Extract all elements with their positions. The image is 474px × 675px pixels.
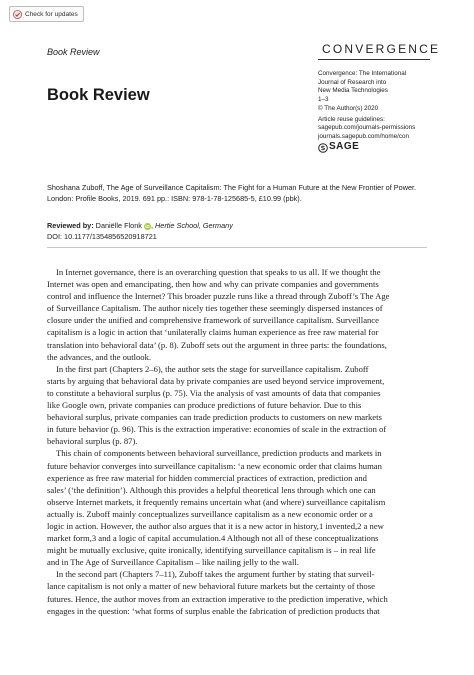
- meta-line: Journal of Research into: [318, 78, 387, 86]
- journal-logo: CONVERGENCE: [322, 42, 441, 56]
- body-line: translation into behavioral data’ (p. 8). Zuboff sets out the argument in three parts: the foundations,: [47, 339, 387, 350]
- body-line: in future behavior (p. 96). This is the extraction imperative: economies of scale in the extraction of: [47, 424, 387, 435]
- doi-link[interactable]: DOI: 10.1177/1354856520918721: [47, 232, 157, 241]
- meta-line: © The Author(s) 2020: [318, 104, 379, 112]
- body-line: observe Internet markets, it frequently remains uncertain what (and where) surveillance capitalism: [47, 496, 386, 507]
- body-line: Internet was open and emancipating, then how and why can private companies and governments: [47, 279, 379, 290]
- body-line: actually is. Zuboff mainly conceptualizes surveillance capitalism as a new economic order or a: [47, 508, 373, 519]
- body-line: of Surveillance Capitalism. The author nicely ties together these seemingly dispersed instances of: [47, 303, 383, 314]
- body-line: closure under the unified and comprehensive framework of surveillance capitalism. Surveillance: [47, 315, 379, 326]
- reviewer-name: Daniëlle Flonk: [95, 221, 142, 230]
- meta-line: Convergence: The International: [318, 70, 407, 77]
- permissions-link[interactable]: sagepub.com/journals-permissions: [318, 124, 416, 132]
- meta-line: 1–3: [318, 96, 329, 104]
- check-for-updates-badge[interactable]: [9, 6, 84, 22]
- publisher-name: SAGE: [329, 141, 360, 153]
- section-label: Book Review: [47, 47, 100, 57]
- body-line: This chain of components between behavioral surveillance, prediction products and markets in: [56, 448, 382, 459]
- body-line: capitalism is a logic in action that ‘unilaterally claims human experience as free raw material for: [47, 327, 379, 338]
- body-line: engages in the question: ‘what forms of surplus enable the fabrication of prediction products that: [47, 605, 380, 616]
- body-line: like Google own, private companies can produce predictions of future behavior. Due to this: [47, 400, 362, 411]
- body-line: behavioral surplus, private companies can trade prediction products to customers on new markets: [47, 412, 382, 423]
- journal-metadata: [318, 70, 438, 153]
- body-line: logic in action. However, the author also argues that it is a new actor in history,1 invented,2 a new: [47, 520, 384, 531]
- journal-home-link[interactable]: journals.sagepub.com/home/con: [318, 132, 410, 140]
- article-body: [47, 266, 431, 617]
- body-line: behavioral surplus (p. 87).: [47, 436, 138, 447]
- header-divider: [47, 247, 427, 248]
- body-line: market form,3 and a logic of capital accumulation.4 Although not all of these conceptualizations: [47, 533, 379, 544]
- meta-line: Article reuse guidelines:: [318, 115, 385, 123]
- body-line: and in The Age of Surveillance Capitalism – like nailing jelly to the wall.: [47, 557, 299, 568]
- citation-line: London: Profile Books, 2019. 691 pp.: ISBN: 978-1-78-125685-5, £10.99 (pbk).: [47, 194, 302, 203]
- body-line: In the second part (Chapters 7–11), Zuboff takes the argument further by stating that surveil-: [56, 569, 375, 580]
- publisher-logo: [318, 143, 438, 153]
- reviewer-affiliation: Hertie School, Germany: [155, 221, 233, 230]
- badge-label: Check for updates: [25, 10, 78, 18]
- book-citation: [47, 182, 447, 204]
- body-line: starts by arguing that behavioral data by private companies are used beyond service improvement,: [47, 375, 385, 386]
- body-line: might be mutually exclusive, quite ironically, identifying surveillance capitalism is – in real life: [47, 545, 376, 556]
- logo-underline: [318, 59, 430, 60]
- reviewer-label: Reviewed by:: [47, 221, 94, 230]
- body-line: to constitute a behavioral surplus (p. 75). Via the analysis of vast amounts of data that companies: [47, 387, 381, 398]
- update-check-icon: [13, 10, 22, 19]
- body-line: control and influence the Internet? This broader puzzle runs like a thread through Zuboff’s The Age: [47, 291, 390, 302]
- article-title: Book Review: [47, 86, 150, 104]
- body-line: futures. Hence, the author moves from an extraction imperative to the prediction imperative, which: [47, 593, 388, 604]
- body-line: future behavior converges into surveillance capitalism: ‘a new economic order that claims human: [47, 460, 382, 471]
- reviewer-block: Reviewed by: Daniëlle Flonk iD, Hertie School, Germany DOI: 10.1177/1354856520918721: [47, 220, 447, 242]
- body-line: the advances, and the outlook.: [47, 351, 152, 362]
- body-line: In Internet governance, there is an overarching question that speaks to us all. If we thought the: [56, 267, 381, 277]
- citation-line: Shoshana Zuboff, The Age of Surveillance Capitalism: The Fight for a Human Future at the New Frontier of Power.: [47, 183, 417, 192]
- body-line: sales’ (‘the definition’). Although this provides a helpful theoretical lens through which one can: [47, 484, 376, 495]
- body-line: In the first part (Chapters 2–6), the author sets the stage for surveillance capitalism. Zuboff: [56, 363, 369, 374]
- sage-logo-icon: [318, 143, 328, 153]
- body-line: lance capitalism is not only a matter of new behavioral future markets but the certainty of those: [47, 581, 375, 592]
- meta-line: New Media Technologies: [318, 87, 388, 95]
- body-line: experience as free raw material for hidden commercial practices of extraction, prediction and: [47, 472, 367, 483]
- orcid-icon[interactable]: iD: [145, 224, 150, 229]
